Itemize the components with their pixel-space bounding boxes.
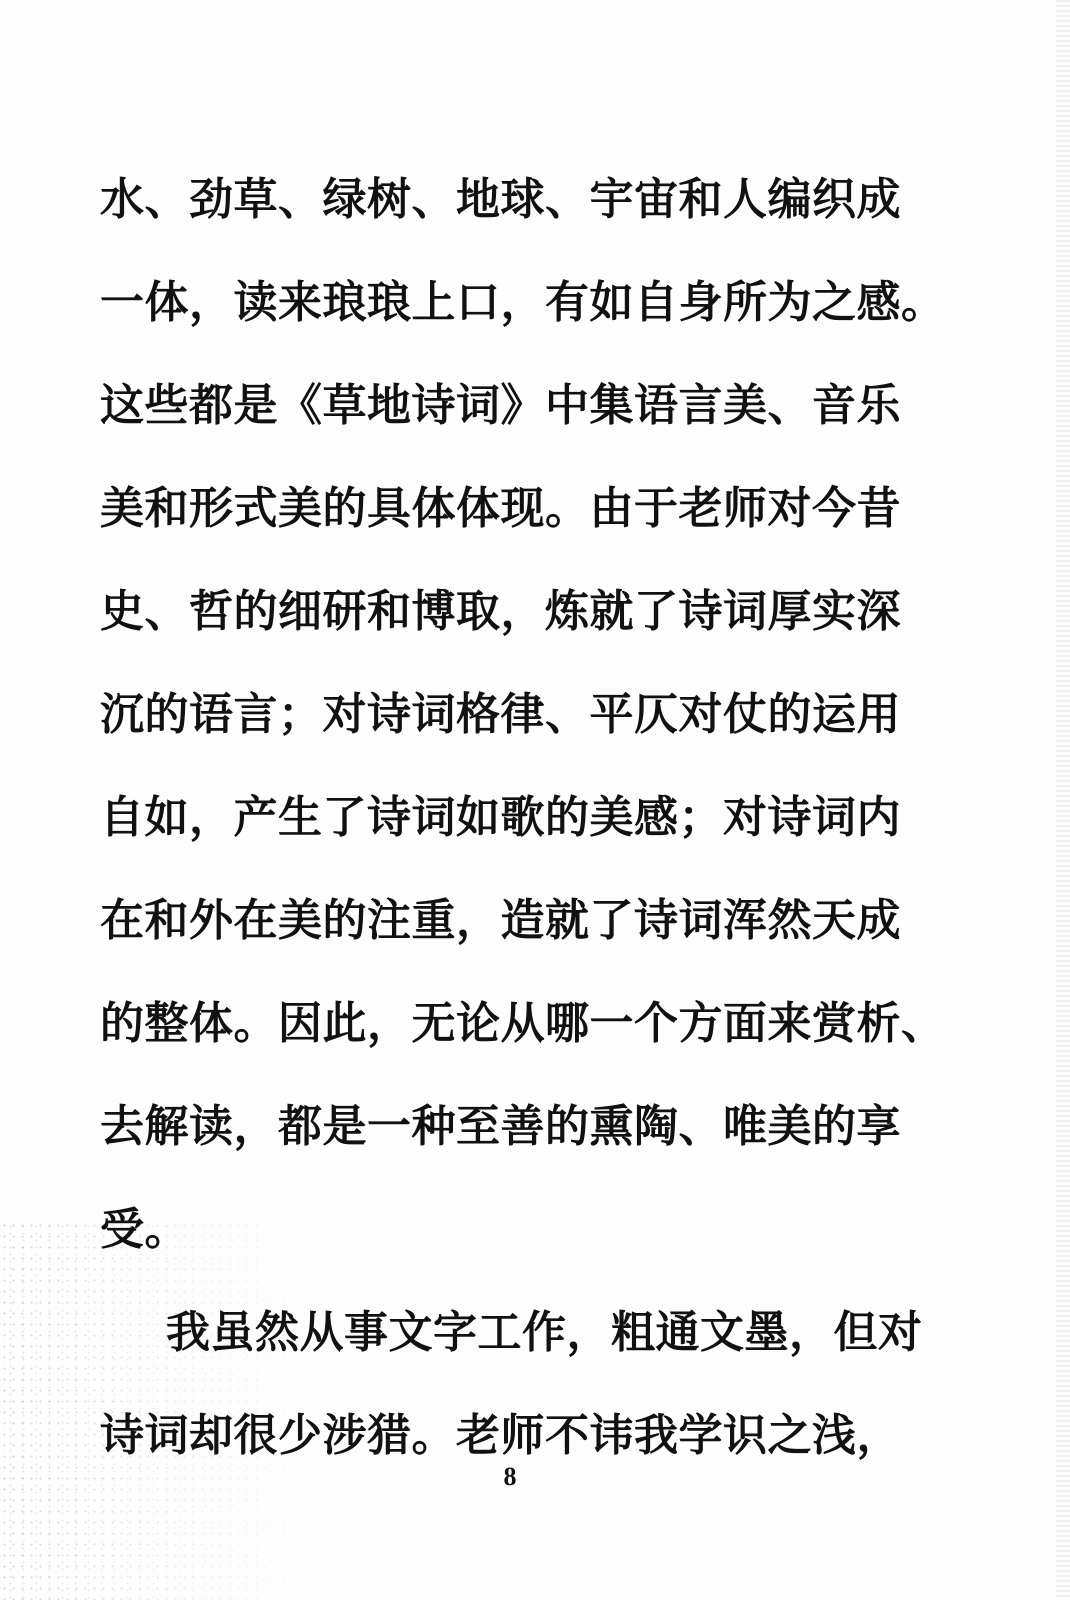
text-line: 沉的语言；对诗词格律、平仄对仗的运用 <box>100 689 901 740</box>
text-line: 水、劲草、绿树、地球、宇宙和人编织成 <box>100 174 901 225</box>
text-line: 去解读，都是一种至善的熏陶、唯美的享 <box>100 1101 901 1152</box>
text-line: 史、哲的细研和博取，炼就了诗词厚实深 <box>100 586 901 637</box>
text-line: 自如，产生了诗词如歌的美感；对诗词内 <box>100 792 901 843</box>
text-line: 的整体。因此，无论从哪一个方面来赏析、 <box>100 998 946 1049</box>
page-number: 8 <box>503 1462 517 1491</box>
text-line: 诗词却很少涉猎。老师不讳我学识之浅， <box>100 1410 901 1461</box>
page-edge-shadow <box>1056 0 1070 1600</box>
text-line: 在和外在美的注重，造就了诗词浑然天成 <box>100 895 901 946</box>
text-line: 一体，读来琅琅上口，有如自身所为之感。 <box>100 277 946 328</box>
body-text <box>100 165 946 1504</box>
text-line: 这些都是《草地诗词》中集语言美、音乐 <box>100 380 901 431</box>
text-line: 受。 <box>100 1204 189 1255</box>
text-line: 美和形式美的具体体现。由于老师对今昔 <box>100 483 901 534</box>
text-line-paragraph-start: 我虽然从事文字工作，粗通文墨，但对 <box>166 1307 923 1358</box>
